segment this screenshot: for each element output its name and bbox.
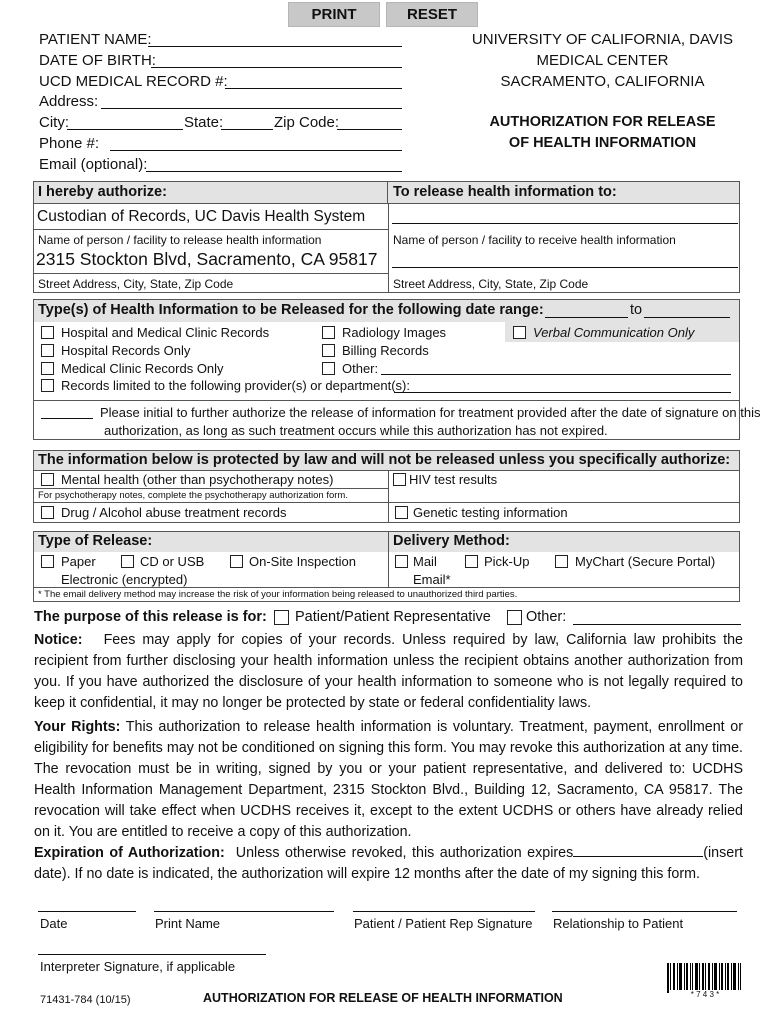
radiology-checkbox[interactable] [322, 326, 335, 339]
types-divider [34, 400, 739, 401]
rights-heading: Your Rights: [34, 719, 121, 735]
email-label: Email (optional): [39, 156, 148, 173]
signature-line[interactable] [353, 911, 535, 912]
mental-health-label: Mental health (other than psychotherapy notes) [61, 472, 334, 487]
notice-heading: Notice: [34, 632, 83, 648]
mychart-checkbox[interactable] [555, 555, 568, 568]
reset-button[interactable]: RESET [386, 2, 478, 27]
mail-label: Mail [413, 554, 437, 569]
mychart-label: MyChart (Secure Portal) [575, 554, 716, 569]
pickup-label: Pick-Up [484, 554, 530, 569]
barcode [667, 963, 741, 993]
dob-field[interactable] [151, 52, 402, 68]
clinic-only-checkbox[interactable] [41, 362, 54, 375]
state-label: State: [184, 114, 224, 131]
onsite-label: On-Site Inspection [249, 554, 356, 569]
relationship-line[interactable] [552, 911, 737, 912]
psychotherapy-note: For psychotherapy notes, complete the psychotherapy authorization form. [38, 490, 348, 501]
hospital-only-checkbox[interactable] [41, 344, 54, 357]
from-address-line [34, 273, 388, 274]
radiology-label: Radiology Images [342, 325, 447, 340]
rights-text: This authorization to release health information is voluntary. Treatment, payment, enrollment or eligibility for benefits may not be conditioned on signing this form. You may revoke this authorization at any time. The revocation must be in writing, signed by you or your patient representative, and delivered to: UCDHS Health Information Management Department, 2315 Stockton Blvd., Building 12, Sacramento, CA 95817. The revocation will take effect when UCDHS receives it, except to the extent UCDHS or others have already relied on it. You are entitled to receive a copy of this authorization. [34, 719, 744, 840]
phone-label: Phone #: [39, 135, 100, 152]
dob-label: DATE OF BIRTH: [39, 52, 156, 69]
patient-name-label: PATIENT NAME: [39, 31, 152, 48]
expiration-heading: Expiration of Authorization: [34, 845, 225, 861]
paper-checkbox[interactable] [41, 555, 54, 568]
address-label: Address: [39, 93, 99, 110]
verbal-label: Verbal Communication Only [533, 325, 695, 340]
email-field[interactable] [146, 156, 402, 172]
footer-title: AUTHORIZATION FOR RELEASE OF HEALTH INFORMATION [203, 991, 563, 1005]
from-name-caption: Name of person / facility to release health information [38, 233, 322, 247]
limited-records-field[interactable] [394, 377, 731, 393]
types-header: Type(s) of Health Information to be Released for the following date range: [38, 302, 544, 318]
initial-note-line-2: authorization, as long as such treatment occurs while this authorization has not expired. [104, 423, 608, 438]
date-sign-line[interactable] [38, 911, 136, 912]
from-name-line [34, 229, 388, 230]
limited-records-checkbox[interactable] [41, 379, 54, 392]
protected-divider [388, 471, 389, 523]
genetic-line [388, 502, 739, 503]
city-field[interactable] [67, 114, 183, 130]
clinic-only-label: Medical Clinic Records Only [61, 361, 224, 376]
hospital-clinic-checkbox[interactable] [41, 326, 54, 339]
institution-line-1: UNIVERSITY OF CALIFORNIA, DAVIS [471, 31, 734, 48]
notice-text: Fees may apply for copies of your records. Unless required by law, California law prohibits the recipient from further disclosing your health information unless the recipient obtains another authorization from you. If you have authorized the disclosure of your health information to someone who is not legally required to keep it confidential, it may no longer be protected by state or federal confidentiality laws. [34, 632, 744, 711]
expiration-paragraph [34, 843, 743, 885]
other-type-field[interactable] [381, 359, 731, 375]
pickup-checkbox[interactable] [465, 555, 478, 568]
other-type-label: Other: [342, 361, 379, 376]
date-caption: Date [40, 916, 68, 931]
cd-usb-label: CD or USB [140, 554, 205, 569]
release-divider [388, 532, 389, 587]
date-from-field[interactable] [545, 302, 628, 318]
billing-label: Billing Records [342, 343, 429, 358]
rights-paragraph [34, 717, 743, 843]
to-name-caption: Name of person / facility to receive health information [393, 233, 676, 247]
barcode-graphic [667, 963, 741, 993]
protected-header: The information below is protected by law and will not be released unless you specifically authorize: [38, 452, 731, 468]
email-risk-note: * The email delivery method may increase the risk of your information being released to unauthorized third parties. [38, 589, 518, 600]
date-to-label: to [630, 302, 643, 318]
authorize-divider [388, 204, 389, 293]
address-field[interactable] [101, 93, 402, 109]
genetic-label: Genetic testing information [413, 505, 568, 520]
interpreter-line[interactable] [38, 954, 266, 955]
onsite-checkbox[interactable] [230, 555, 243, 568]
to-address-field[interactable] [392, 250, 738, 268]
limited-records-label: Records limited to the following provider(s) or department(s): [61, 378, 410, 393]
purpose-patient-checkbox[interactable] [274, 610, 289, 625]
state-field[interactable] [221, 114, 273, 130]
electronic-label: Electronic (encrypted) [61, 572, 188, 587]
drug-alcohol-checkbox[interactable] [41, 506, 54, 519]
relationship-caption: Relationship to Patient [553, 916, 684, 931]
phone-field[interactable] [110, 135, 402, 151]
notice-paragraph [34, 630, 743, 714]
initial-field[interactable] [41, 418, 93, 419]
mrn-label: UCD MEDICAL RECORD #: [39, 73, 228, 90]
signature-caption: Patient / Patient Rep Signature [354, 916, 533, 931]
delivery-header: Delivery Method: [393, 533, 510, 549]
to-address-caption: Street Address, City, State, Zip Code [393, 277, 589, 291]
hiv-checkbox[interactable] [393, 473, 406, 486]
initial-note-line-1: Please initial to further authorize the release of information for treatment provided after the date of signature on this [100, 405, 761, 420]
mental-line [34, 488, 388, 489]
release-type-header: Type of Release: [38, 533, 153, 549]
print-button[interactable]: PRINT [288, 2, 380, 27]
expiration-text-after: (insert date). If no date is indicated, the authorization will expire 12 months after the date of my signing this form. [34, 845, 743, 882]
barcode-digits: * 7 4 3 * [669, 990, 741, 999]
form-title-line-2: OF HEALTH INFORMATION [508, 135, 697, 151]
mental-health-checkbox[interactable] [41, 473, 54, 486]
purpose-other-field[interactable] [573, 609, 741, 625]
zip-label: Zip Code: [274, 114, 340, 131]
billing-checkbox[interactable] [322, 344, 335, 357]
print-name-caption: Print Name [155, 916, 221, 931]
to-name-field[interactable] [392, 206, 738, 224]
date-to-field[interactable] [644, 302, 730, 318]
hiv-label: HIV test results [409, 472, 498, 487]
patient-name-field[interactable] [148, 31, 402, 47]
email-delivery-label: Email* [413, 572, 451, 587]
mail-checkbox[interactable] [395, 555, 408, 568]
other-type-checkbox[interactable] [322, 362, 335, 375]
authorize-left-header: I hereby authorize: [38, 184, 167, 200]
from-address-value[interactable]: 2315 Stockton Blvd, Sacramento, CA 95817 [36, 249, 378, 269]
mrn-field[interactable] [225, 73, 402, 89]
expiration-text-before: Unless otherwise revoked, this authorization expires [235, 845, 574, 861]
from-address-caption: Street Address, City, State, Zip Code [38, 277, 234, 291]
expiration-date-field[interactable] [573, 843, 703, 857]
drug-line [34, 502, 388, 503]
purpose-label: The purpose of this release is for: [34, 609, 267, 625]
zip-field[interactable] [337, 114, 402, 130]
drug-alcohol-label: Drug / Alcohol abuse treatment records [61, 505, 287, 520]
cd-usb-checkbox[interactable] [121, 555, 134, 568]
genetic-checkbox[interactable] [395, 506, 408, 519]
form-title-line-1: AUTHORIZATION FOR RELEASE [489, 114, 716, 130]
institution-line-2: MEDICAL CENTER [536, 52, 669, 69]
from-name-value[interactable]: Custodian of Records, UC Davis Health System [37, 208, 366, 225]
verbal-checkbox[interactable] [513, 326, 526, 339]
interpreter-caption: Interpreter Signature, if applicable [40, 959, 236, 974]
purpose-other-label: Other: [526, 609, 567, 625]
purpose-patient-label: Patient/Patient Representative [295, 609, 491, 625]
hospital-only-label: Hospital Records Only [61, 343, 191, 358]
email-note-line [34, 587, 739, 588]
authorize-right-header: To release health information to: [393, 184, 617, 200]
hospital-clinic-label: Hospital and Medical Clinic Records [61, 325, 270, 340]
print-name-line[interactable] [154, 911, 334, 912]
purpose-other-checkbox[interactable] [507, 610, 522, 625]
institution-line-3: SACRAMENTO, CALIFORNIA [500, 73, 705, 90]
paper-label: Paper [61, 554, 96, 569]
form-number: 71431-784 (10/15) [40, 994, 131, 1006]
city-label: City: [39, 114, 69, 131]
